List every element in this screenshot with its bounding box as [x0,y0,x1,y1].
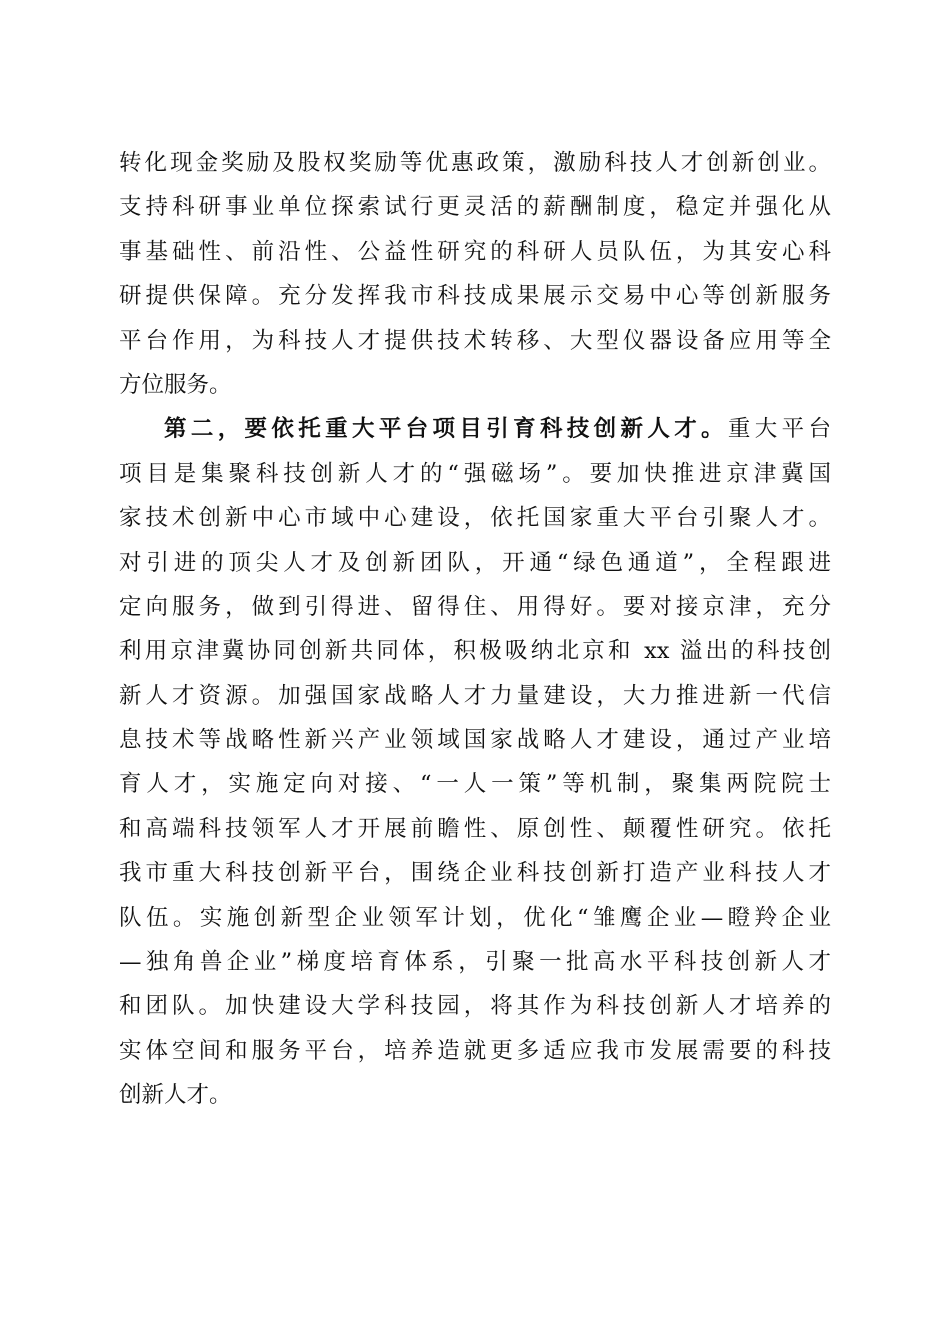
text-line: 事基础性、前沿性、公益性研究的科研人员队伍，为其安心科 [119,238,831,265]
text-line: 和高端科技领军人才开展前瞻性、原创性、颠覆性研究。依托 [119,815,831,842]
text-line: 新人才资源。加强国家战略人才力量建设，大力推进新一代信 [119,682,831,709]
text-line: 息技术等战略性新兴产业领域国家战略人才建设，通过产业培 [119,727,831,754]
text-line: 定向服务，做到引得进、留得住、用得好。要对接京津，充分 [119,593,831,620]
text-line: 我市重大科技创新平台，围绕企业科技创新打造产业科技人才 [119,860,831,887]
paragraph-2 [119,407,831,1117]
text-line: 转化现金奖励及股权奖励等优惠政策，激励科技人才创新创业。 [119,150,831,176]
text-line: 项目是集聚科技创新人才的“强磁场”。要加快推进京津冀国 [119,460,831,487]
paragraph-first-line [119,407,831,451]
text-line: 对引进的顶尖人才及创新团队，开通“绿色通道”，全程跟进 [119,549,831,576]
text-line: 支持科研事业单位探索试行更灵活的薪酬制度，稳定并强化从 [119,194,831,221]
document-body [119,141,831,1118]
text-line: 创新人才。 [119,1082,232,1109]
text-line: 平台作用，为科技人才提供技术转移、大型仪器设备应用等全 [119,327,831,354]
text-line: 队伍。实施创新型企业领军计划，优化“雏鹰企业—瞪羚企业 [119,904,831,931]
text-line: 方位服务。 [119,371,232,398]
text-line: 家技术创新中心市域中心建设，依托国家重大平台引聚人才。 [119,505,831,532]
text-line: 育人才，实施定向对接、“一人一策”等机制，聚集两院院士 [119,771,831,798]
text-line: 利用京津冀协同创新共同体，积极吸纳北京和 xx 溢出的科技创 [119,638,831,665]
text-line: 实体空间和服务平台，培养造就更多适应我市发展需要的科技 [119,1037,831,1064]
text-line: 和团队。加快建设大学科技园，将其作为科技创新人才培养的 [119,993,831,1020]
paragraph-lead-sentence: 第二，要依托重大平台项目引育科技创新人才。 [164,416,728,443]
text-line: 研提供保障。充分发挥我市科技成果展示交易中心等创新服务 [119,283,831,310]
paragraph-1 [119,141,831,407]
paragraph-first-line-rest: 重大平台 [727,416,831,443]
text-line: —独角兽企业”梯度培育体系，引聚一批高水平科技创新人才 [119,949,831,976]
